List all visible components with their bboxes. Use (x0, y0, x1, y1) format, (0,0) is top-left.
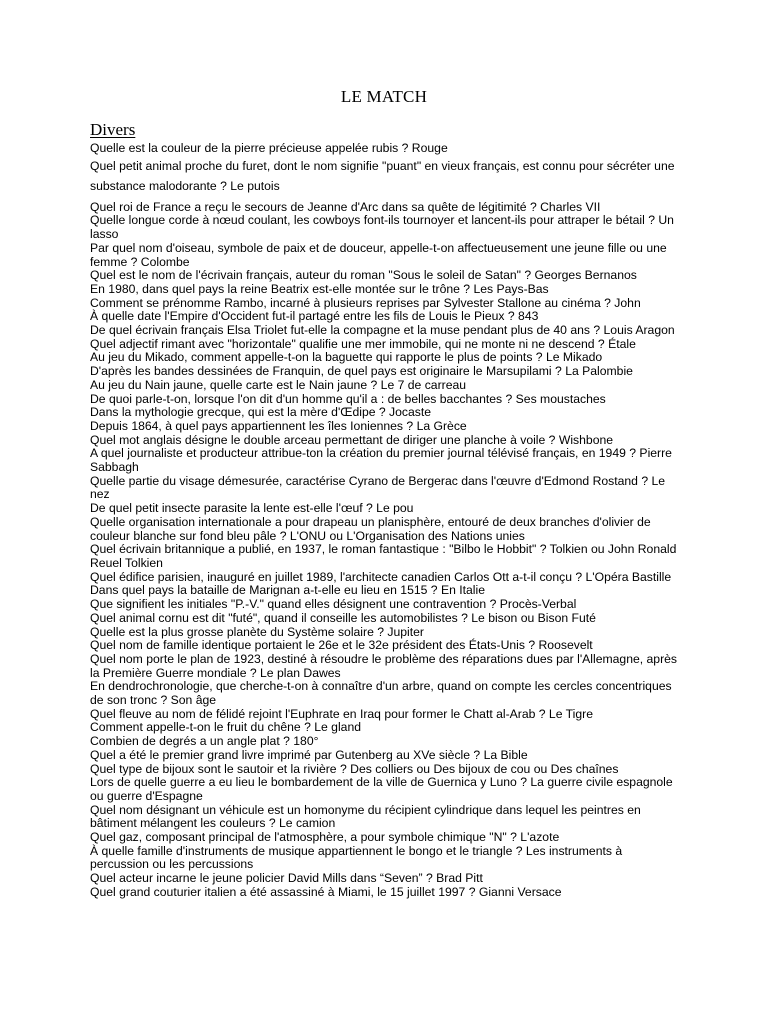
list-item: Quel nom de famille identique portaient le 26e et le 32e président des États-Unis ? Roosevelt (90, 638, 593, 653)
list-item: Quel mot anglais désigne le double arceau permettant de diriger une planche à voile ? Wishbone (90, 432, 614, 447)
list-item: Quel a été le premier grand livre imprimé par Gutenberg au XVe siècle ? La Bible (90, 747, 528, 762)
list-item: Que signifient les initiales "P.-V." quand elles désignent une contravention ? Procès-Verbal (90, 597, 577, 612)
list-item: Depuis 1864, à quel pays appartiennent les îles Ioniennes ? La Grèce (90, 418, 467, 433)
list-item: Lors de quelle guerre a eu lieu le bombardement de la ville de Guernica y Luno ? La guerre civile espagnole ou guerre d'Espagne (90, 775, 673, 803)
list-item: Quel roi de France a reçu le secours de Jeanne d'Arc dans sa quête de légitimité ? Charles VII (90, 199, 601, 214)
document-title: LE MATCH (340, 87, 428, 106)
list-item: Dans la mythologie grecque, qui est la mère d'Œdipe ? Jocaste (90, 405, 432, 420)
list-item: Quel est le nom de l'écrivain français, auteur du roman "Sous le soleil de Satan" ? Georges Bernanos (90, 268, 637, 283)
list-item: Quelle partie du visage démesurée, caractérise Cyrano de Bergerac dans l'œuvre d'Edmond Rostand ? Le nez (90, 473, 666, 502)
list-item: En 1980, dans quel pays la reine Beatrix est-elle montée sur le trône ? Les Pays-Bas (90, 281, 549, 296)
question-list (90, 142, 680, 900)
list-item: Quel nom porte le plan de 1923, destiné à résoudre le problème des réparations dues par l'Allemagne, après la Première Guerre mondiale ? Le plan Dawes (90, 651, 678, 680)
list-item: Quelle longue corde à nœud coulant, les cowboys font-ils tournoyer et lancent-ils pour attraper le bétail ? Un lasso (90, 213, 674, 242)
list-item: Quel type de bijoux sont le sautoir et la rivière ? Des colliers ou Des bijoux de cou ou Des chaînes (90, 761, 619, 776)
list-item: En dendrochronologie, que cherche-t-on à connaître d'un arbre, quand on compte les cercles concentriques de son tronc ? Son âge (90, 679, 672, 708)
list-item: Comment appelle-t-on le fruit du chêne ? Le gland (90, 720, 361, 735)
list-item: Quel adjectif rimant avec "horizontale" qualifie une mer immobile, qui ne monte ni ne descend ? Étale (90, 336, 636, 351)
list-item: À quelle date l'Empire d'Occident fut-il partagé entre les fils de Louis le Pieux ? 843 (90, 309, 539, 324)
list-item: Quel animal cornu est dit "futé", quand il conseille les automobilistes ? Le bison ou Bison Futé (90, 610, 596, 625)
list-item: Quelle est la couleur de la pierre précieuse appelée rubis ? Rouge (90, 141, 448, 155)
list-item: D'après les bandes dessinées de Franquin, de quel pays est originaire le Marsupilami ? La Palombie (90, 364, 633, 379)
list-item: A quel journaliste et producteur attribue-ton la création du premier journal télévisé français, en 1949 ? Pierre Sabbagh (90, 446, 672, 475)
list-item: Quel acteur incarne le jeune policier David Mills dans “Seven” ? Brad Pitt (90, 871, 483, 886)
list-item: À quelle famille d'instruments de musique appartiennent le bongo et le triangle ? Les instruments à percussion ou les percussions (90, 843, 623, 872)
list-item: De quel petit insecte parasite la lente est-elle l'œuf ? Le pou (90, 501, 414, 516)
list-item: Combien de degrés a un angle plat ? 180° (90, 734, 319, 749)
list-item: Quel fleuve au nom de félidé rejoint l'Euphrate en Iraq pour former le Chatt al-Arab ? Le Tigre (90, 706, 593, 721)
list-item: De quel écrivain français Elsa Triolet fut-elle la compagne et la muse pendant plus de 40 ans ? Louis Aragon (90, 323, 675, 338)
list-item: Quelle est la plus grosse planète du Système solaire ? Jupiter (90, 624, 424, 639)
list-item: Au jeu du Nain jaune, quelle carte est le Nain jaune ? Le 7 de carreau (90, 377, 467, 392)
list-item: Quel nom désignant un véhicule est un homonyme du récipient cylindrique dans lequel les peintres en bâtiment mélangent les couleurs ? Le camion (90, 802, 641, 831)
list-item: Dans quel pays la bataille de Marignan a-t-elle eu lieu en 1515 ? En Italie (90, 583, 485, 598)
list-item: Quel édifice parisien, inauguré en juillet 1989, l'architecte canadien Carlos Ott a-t-il conçu ? L'Opéra Bastille (90, 569, 672, 584)
list-item: Quel grand couturier italien a été assassiné à Miami, le 15 juillet 1997 ? Gianni Versace (90, 884, 562, 899)
list-item: Quel petit animal proche du furet, dont le nom signifie "puant" en vieux français, est connu pour sécréter une substance malodorante ? Le putois (90, 158, 675, 193)
list-item: De quoi parle-t-on, lorsque l'on dit d'un homme qu'il a : de belles bacchantes ? Ses moustaches (90, 391, 606, 406)
list-item: Quelle organisation internationale a pour drapeau un planisphère, entouré de deux branches d'olivier de couleur blanche sur fond bleu pâle ? L'ONU ou L'Organisation des Nations unies (90, 514, 651, 543)
section-heading: Divers (90, 120, 136, 139)
list-item: Comment se prénomme Rambo, incarné à plusieurs reprises par Sylvester Stallone au cinéma ? John (90, 295, 641, 310)
list-item: Au jeu du Mikado, comment appelle-t-on la baguette qui rapporte le plus de points ? Le Mikado (90, 350, 603, 365)
list-item: Quel écrivain britannique a publié, en 1937, le roman fantastique : "Bilbo le Hobbit" ? Tolkien ou John Ronald Reuel Tolkien (90, 542, 677, 570)
list-item: Quel gaz, composant principal de l'atmosphère, a pour symbole chimique "N" ? L'azote (90, 830, 560, 845)
list-item: Par quel nom d'oiseau, symbole de paix et de douceur, appelle-t-on affectueusement une jeune fille ou une femme ? Colombe (90, 240, 667, 269)
